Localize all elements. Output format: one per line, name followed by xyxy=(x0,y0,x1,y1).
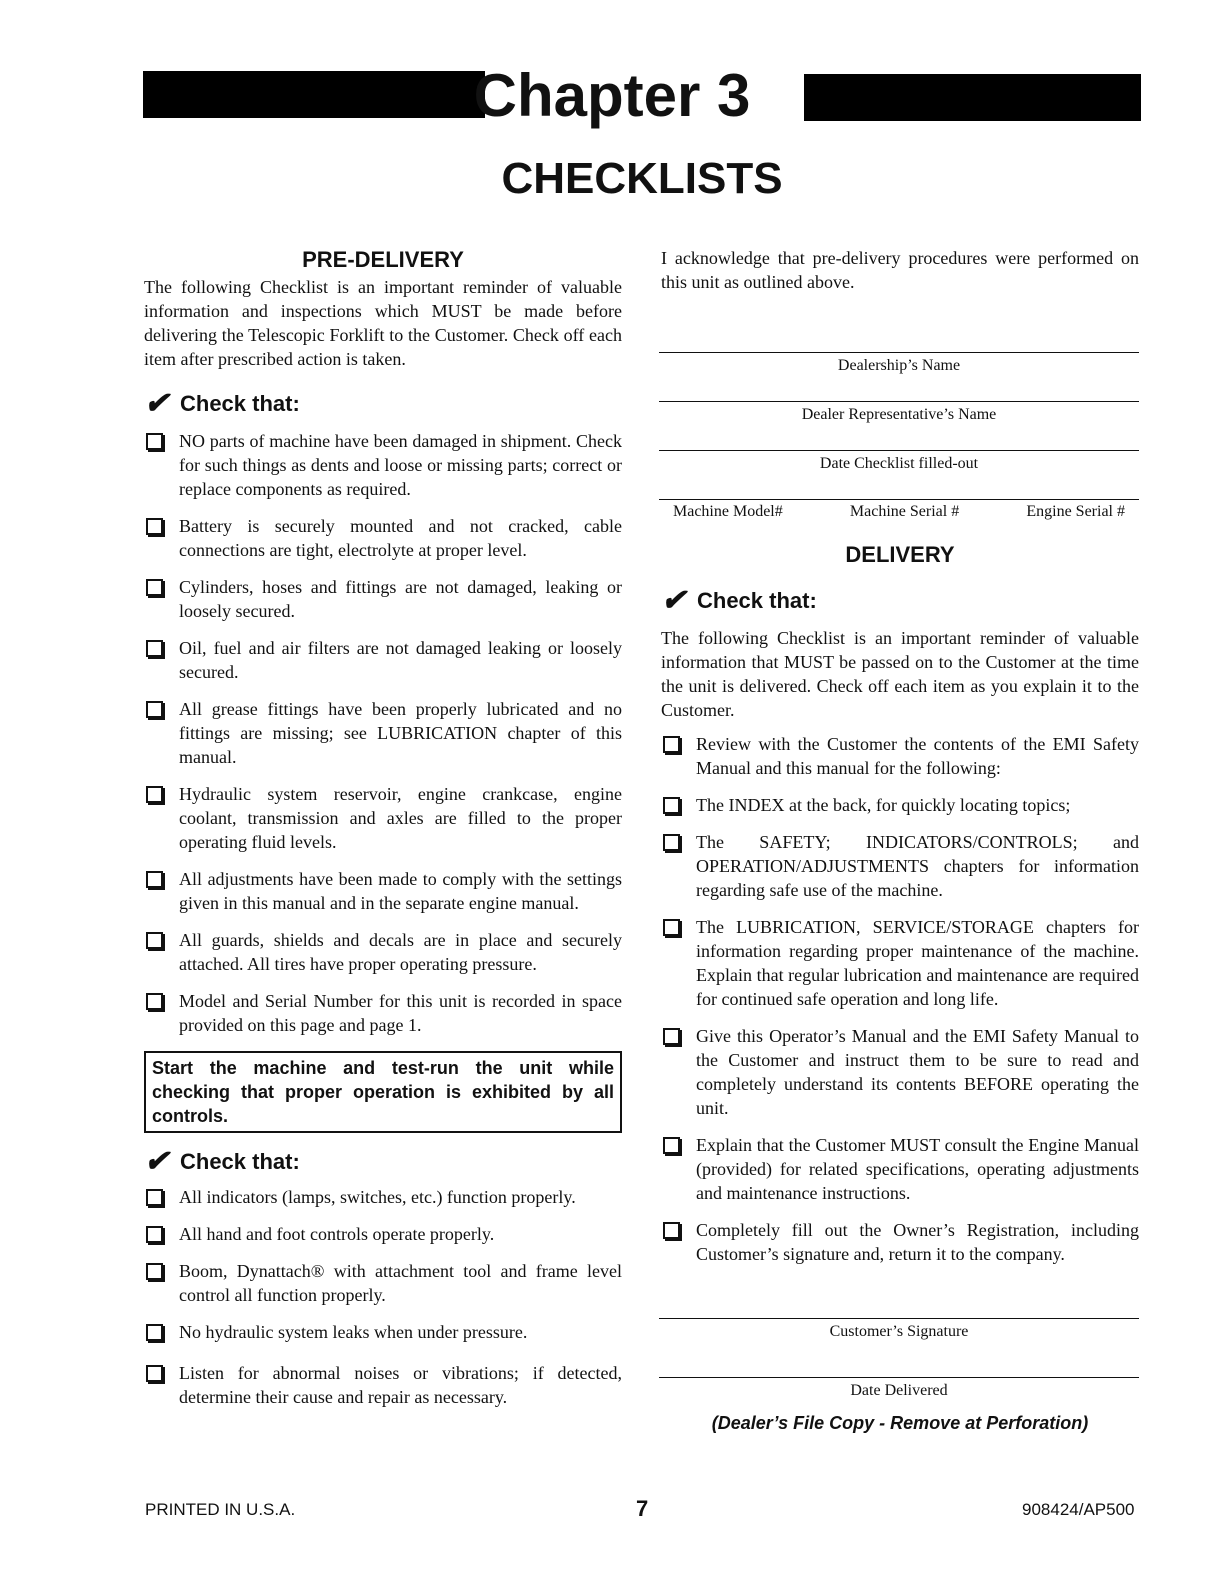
checklist-item[interactable]: Give this Operator’s Manual and the EMI Safety Manual to the Customer and instruct them to be sure to read and completely understand its contents BEFORE operating the unit. xyxy=(661,1024,1139,1120)
checklist-item[interactable]: Oil, fuel and air filters are not damaged leaking or loosely secured. xyxy=(144,636,622,684)
predelivery-intro: The following Checklist is an important reminder of valuable information and inspections which MUST be made before delivering the Telescopic Forklift to the Customer. Check off each item after prescribed action is taken. xyxy=(144,277,622,369)
checklist-item[interactable]: Listen for abnormal noises or vibrations; if detected, determine their cause and repair as necessary. xyxy=(144,1361,622,1409)
checklist-item[interactable]: All hand and foot controls operate properly. xyxy=(144,1222,622,1246)
checkbox-icon[interactable] xyxy=(146,518,163,535)
checkbox-icon[interactable] xyxy=(146,786,163,803)
checklist-item[interactable]: Boom, Dynattach® with attachment tool and frame level control all function properly. xyxy=(144,1259,622,1307)
checklist-item[interactable]: The INDEX at the back, for quickly locating topics; xyxy=(661,793,1139,817)
machine-info-line[interactable] xyxy=(659,499,1139,522)
dealer-rep-label: Dealer Representative’s Name xyxy=(801,406,997,423)
checklist-item[interactable]: The SAFETY; INDICATORS/CONTROLS; and OPERATION/ADJUSTMENTS chapters for information regarding safe use of the machine. xyxy=(661,830,1139,902)
checkbox-icon[interactable] xyxy=(146,1226,163,1243)
checklist-item[interactable]: All indicators (lamps, switches, etc.) function properly. xyxy=(144,1185,622,1209)
checkbox-icon[interactable] xyxy=(663,797,680,814)
checkbox-icon[interactable] xyxy=(146,932,163,949)
predelivery-check-heading-2 xyxy=(144,1147,622,1177)
customer-signature-label: Customer’s Signature xyxy=(829,1323,969,1340)
predelivery-column xyxy=(144,247,622,1409)
machine-model-label: Machine Model# xyxy=(673,503,783,520)
checklist-item[interactable]: Completely fill out the Owner’s Registration, including Customer’s signature and, return it to the company. xyxy=(661,1218,1139,1266)
checkbox-icon[interactable] xyxy=(146,1189,163,1206)
checkbox-icon[interactable] xyxy=(146,701,163,718)
delivery-heading: DELIVERY xyxy=(845,542,955,567)
checkbox-icon[interactable] xyxy=(663,834,680,851)
checkbox-icon[interactable] xyxy=(146,579,163,596)
dealership-name-line[interactable] xyxy=(659,352,1139,376)
delivery-intro: The following Checklist is an important reminder of valuable information that MUST be passed on to the Customer at the time the unit is delivered. Check off each item as you explain it to the Customer. xyxy=(661,628,1139,720)
checklist-item[interactable]: Hydraulic system reservoir, engine crankcase, engine coolant, transmission and axles are filled to the proper operating fluid levels. xyxy=(144,782,622,854)
predelivery-check-heading xyxy=(144,389,622,419)
checkmark-icon: ✔ xyxy=(661,584,687,617)
date-filled-label: Date Checklist filled-out xyxy=(819,455,979,472)
checkbox-icon[interactable] xyxy=(146,1324,163,1341)
chapter-title: Chapter 3 xyxy=(473,62,751,129)
checkbox-icon[interactable] xyxy=(663,1222,680,1239)
footer-doc-number: 908424/AP500 xyxy=(1022,1500,1135,1519)
checklist-item[interactable]: The LUBRICATION, SERVICE/STORAGE chapters for information regarding proper maintenance of the machine. Explain that regular lubrication and maintenance are required for continued safe operation and long life. xyxy=(661,915,1139,1011)
chapter-subtitle: CHECKLISTS xyxy=(501,154,783,203)
checkmark-icon: ✔ xyxy=(144,1145,170,1178)
predelivery-heading: PRE-DELIVERY xyxy=(302,247,464,272)
check-heading-label: Check that: xyxy=(180,391,300,416)
check-heading-label: Check that: xyxy=(180,1149,300,1174)
test-run-callout: Start the machine and test-run the unit while checking that proper operation is exhibited by all controls. xyxy=(144,1051,622,1133)
date-delivered-line[interactable] xyxy=(659,1377,1139,1401)
date-filled-line[interactable] xyxy=(659,450,1139,474)
checkbox-icon[interactable] xyxy=(146,640,163,657)
test-run-checklist xyxy=(144,1185,622,1409)
customer-signature-line[interactable] xyxy=(659,1318,1139,1342)
checkbox-icon[interactable] xyxy=(663,919,680,936)
checklist-item[interactable]: All adjustments have been made to comply with the settings given in this manual and in the separate engine manual. xyxy=(144,867,622,915)
date-delivered-label: Date Delivered xyxy=(850,1382,948,1399)
checklist-item[interactable]: Model and Serial Number for this unit is recorded in space provided on this page and page 1. xyxy=(144,989,622,1037)
checkbox-icon[interactable] xyxy=(146,1365,163,1382)
checklist-item[interactable]: All grease fittings have been properly lubricated and no fittings are missing; see LUBRICATION chapter of this manual. xyxy=(144,697,622,769)
dealer-file-copy-note: (Dealer’s File Copy - Remove at Perforation) xyxy=(711,1413,1089,1433)
checkbox-icon[interactable] xyxy=(146,433,163,450)
dealer-rep-line[interactable] xyxy=(659,401,1139,425)
check-heading-label: Check that: xyxy=(697,588,817,613)
dealership-name-label: Dealership’s Name xyxy=(837,357,961,374)
checklist-item[interactable]: Battery is securely mounted and not cracked, cable connections are tight, electrolyte at proper level. xyxy=(144,514,622,562)
checkbox-icon[interactable] xyxy=(146,871,163,888)
checkbox-icon[interactable] xyxy=(146,1263,163,1280)
delivery-checklist xyxy=(661,732,1139,1266)
checklist-item[interactable]: Explain that the Customer MUST consult the Engine Manual (provided) for related specifications, operating adjustments and maintenance instructions. xyxy=(661,1133,1139,1205)
checklist-item[interactable]: NO parts of machine have been damaged in shipment. Check for such things as dents and loose or missing parts; correct or replace components as required. xyxy=(144,429,622,501)
checklist-item[interactable]: All guards, shields and decals are in place and securely attached. All tires have proper operating pressure. xyxy=(144,928,622,976)
engine-serial-label: Engine Serial # xyxy=(1026,503,1125,520)
page-number: 7 xyxy=(636,1496,649,1521)
delivery-column xyxy=(661,246,1139,1434)
checklist-item[interactable]: Review with the Customer the contents of the EMI Safety Manual and this manual for the following: xyxy=(661,732,1139,780)
checkbox-icon[interactable] xyxy=(663,1137,680,1154)
delivery-check-heading xyxy=(661,586,1139,616)
predelivery-checklist xyxy=(144,429,622,1037)
checkbox-icon[interactable] xyxy=(663,1028,680,1045)
footer-printed: PRINTED IN U.S.A. xyxy=(145,1500,296,1519)
machine-serial-label: Machine Serial # xyxy=(849,503,960,520)
acknowledgement-text: I acknowledge that pre-delivery procedures were performed on this unit as outlined above. xyxy=(661,248,1139,292)
checklist-item[interactable]: No hydraulic system leaks when under pressure. xyxy=(144,1320,622,1344)
checkbox-icon[interactable] xyxy=(146,993,163,1010)
checkbox-icon[interactable] xyxy=(663,736,680,753)
checklist-item[interactable]: Cylinders, hoses and fittings are not damaged, leaking or loosely secured. xyxy=(144,575,622,623)
checkmark-icon: ✔ xyxy=(144,387,170,420)
